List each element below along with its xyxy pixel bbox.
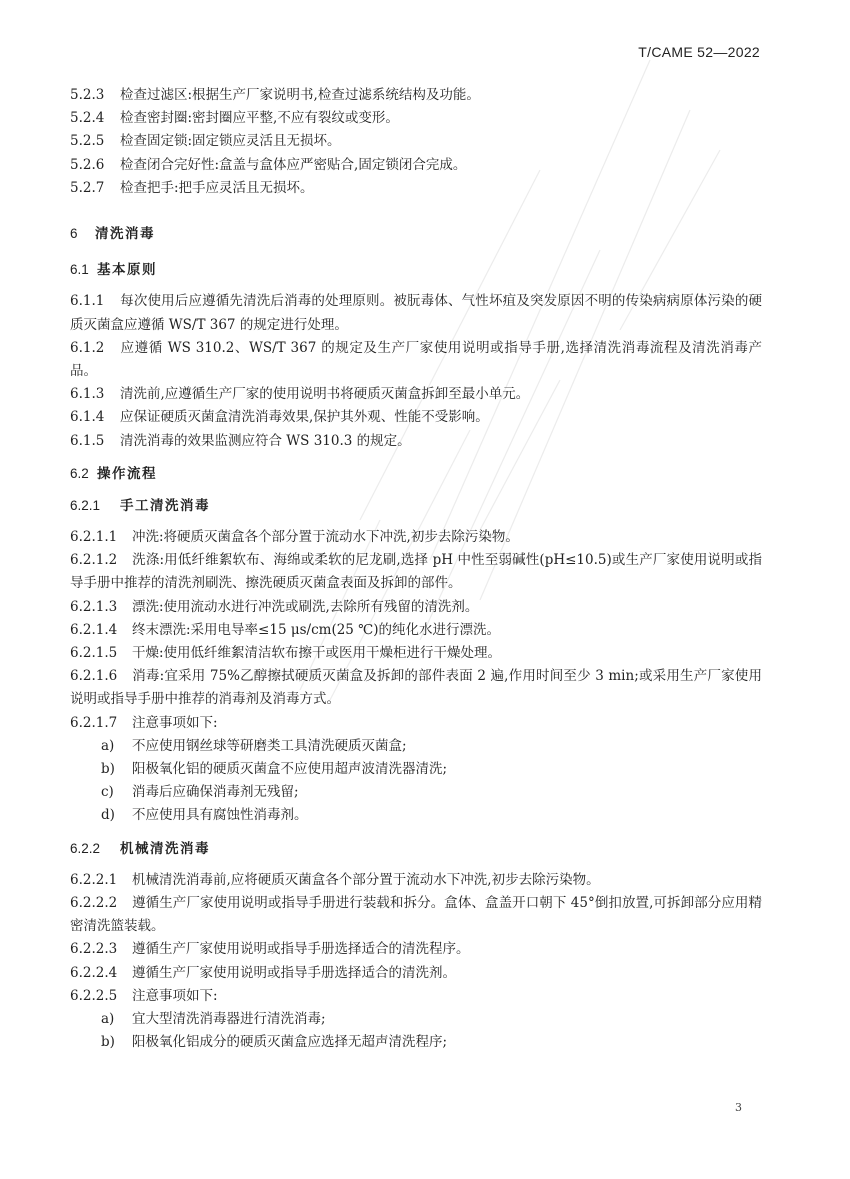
list-item: a) 不应使用钢丝球等研磨类工具清洗硬质灭菌盒; <box>101 737 407 754</box>
clause-6-1-1: 6.1.1 每次使用后应遵循先清洗后消毒的处理原则。被朊毒体、气性坏疽及突发原因不明的传染病病原体污染的硬质灭菌盒应遵循 WS/T 367 的规定进行处理。 <box>70 293 762 333</box>
document-id: T/CAME 52—2022 <box>638 44 760 60</box>
section-heading-6-2-2: 6.2.2 机械清洗消毒 <box>70 840 210 856</box>
clause-5-2-7: 5.2.7 检查把手:把手应灵活且无损坏。 <box>70 179 314 196</box>
list-item: b) 阳极氧化铝的硬质灭菌盒不应使用超声波清洗器清洗; <box>101 761 448 777</box>
clause-6-2-1-5: 6.2.1.5 干燥:使用低纤维絮清洁软布擦干或医用干燥柜进行干燥处理。 <box>70 645 502 662</box>
clause-6-2-1-2: 6.2.1.2 洗涤:用低纤维絮软布、海绵或柔软的尼龙刷,选择 pH 中性至弱碱性(pH≤10.5)或生产厂家使用说明或指导手册中推荐的清洗剂刷洗、擦洗硬质灭菌盒表面及拆卸的部件。 <box>70 552 762 592</box>
clause-5-2-3: 5.2.3 检查过滤区:根据生产厂家说明书,检查过滤系统结构及功能。 <box>70 87 480 103</box>
clause-5-2-6: 5.2.6 检查闭合完好性:盒盖与盒体应严密贴合,固定锁闭合完成。 <box>70 156 467 173</box>
document-body <box>70 84 762 1054</box>
list-item: d) 不应使用具有腐蚀性消毒剂。 <box>101 807 308 824</box>
clause-6-2-1-7: 6.2.1.7 注意事项如下: <box>70 714 218 731</box>
clause-6-1-4: 6.1.4 应保证硬质灭菌盒清洗消毒效果,保护其外观、性能不受影响。 <box>70 409 489 426</box>
clause-6-2-2-1: 6.2.2.1 机械清洗消毒前,应将硬质灭菌盒各个部分置于流动水下冲洗,初步去除污染物。 <box>70 871 600 888</box>
section-heading-6-2-1: 6.2.1 手工清洗消毒 <box>70 497 210 513</box>
section-heading-6-2: 6.2 操作流程 <box>70 465 157 481</box>
list-item: c) 消毒后应确保消毒剂无残留; <box>101 784 299 801</box>
clause-6-2-1-3: 6.2.1.3 漂洗:使用流动水进行冲洗或刷洗,去除所有残留的清洗剂。 <box>70 598 479 615</box>
section-heading-6: 6 清洗消毒 <box>70 225 155 241</box>
clause-6-2-1-1: 6.2.1.1 冲洗:将硬质灭菌盒各个部分置于流动水下冲洗,初步去除污染物。 <box>70 529 519 546</box>
page-number: 3 <box>735 1101 742 1114</box>
clause-6-2-2-5: 6.2.2.5 注意事项如下: <box>70 987 218 1004</box>
clause-6-2-2-3: 6.2.2.3 遵循生产厂家使用说明或指导手册选择适合的清洗程序。 <box>70 941 470 958</box>
clause-6-1-2: 6.1.2 应遵循 WS 310.2、WS/T 367 的规定及生产厂家使用说明或指导手册,选择清洗消毒流程及清洗消毒产品。 <box>70 339 762 379</box>
list-item: b) 阳极氧化铝成分的硬质灭菌盒应选择无超声清洗程序; <box>101 1034 448 1051</box>
clause-6-1-3: 6.1.3 清洗前,应遵循生产厂家的使用说明书将硬质灭菌盒拆卸至最小单元。 <box>70 386 530 403</box>
clause-6-2-1-6: 6.2.1.6 消毒:宜采用 75%乙醇擦拭硬质灭菌盒及拆卸的部件表面 2 遍,作用时间至少 3 min;或采用生产厂家使用说明或指导手册中推荐的消毒剂及消毒方式。 <box>70 668 762 708</box>
clause-5-2-4: 5.2.4 检查密封圈:密封圈应平整,不应有裂纹或变形。 <box>70 110 399 127</box>
clause-6-2-1-4: 6.2.1.4 终末漂洗:采用电导率≤15 μs/cm(25 ℃)的纯化水进行漂洗。 <box>70 621 501 638</box>
section-heading-6-1: 6.1 基本原则 <box>70 262 157 278</box>
list-item: a) 宜大型清洗消毒器进行清洗消毒; <box>101 1010 326 1027</box>
clause-5-2-5: 5.2.5 检查固定锁:固定锁应灵活且无损坏。 <box>70 133 341 150</box>
clause-6-2-2-4: 6.2.2.4 遵循生产厂家使用说明或指导手册选择适合的清洗剂。 <box>70 964 456 981</box>
clause-6-1-5: 6.1.5 清洗消毒的效果监测应符合 WS 310.3 的规定。 <box>70 432 411 449</box>
clause-6-2-2-2: 6.2.2.2 遵循生产厂家使用说明或指导手册进行装载和拆分。盒体、盒盖开口朝下 45°倒扣放置,可拆卸部分应用精密清洗篮装载。 <box>70 894 762 935</box>
